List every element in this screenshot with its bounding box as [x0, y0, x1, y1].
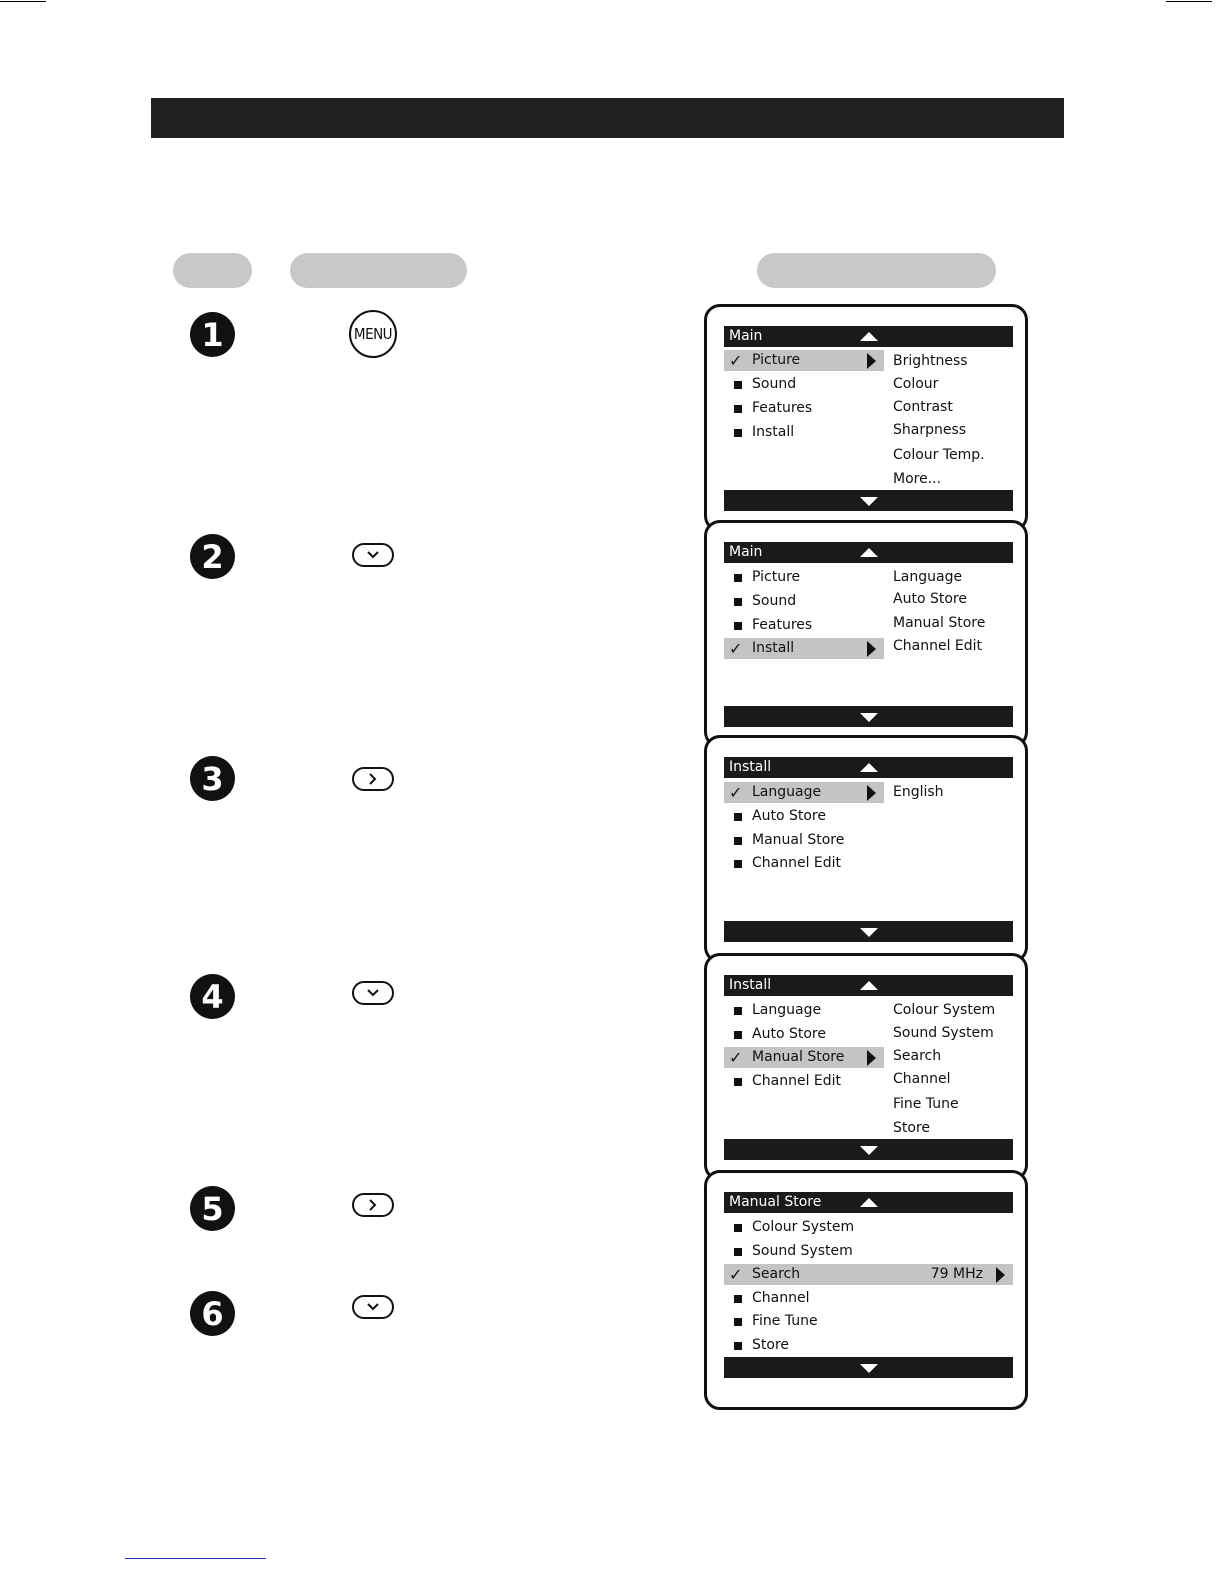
- menu-item-channel[interactable]: [724, 1288, 1013, 1309]
- scroll-down-icon: [860, 928, 878, 937]
- menu-item-label: Sound: [752, 593, 797, 609]
- bullet-icon: [734, 1295, 742, 1303]
- submenu-arrow-icon: [867, 785, 876, 801]
- down-button[interactable]: [352, 543, 394, 567]
- right-button[interactable]: [352, 767, 394, 791]
- scroll-down-icon: [860, 497, 878, 506]
- menu-item-label: Language: [752, 784, 822, 800]
- submenu-item: Channel Edit: [893, 638, 983, 654]
- menu-item-label: Manual Store: [752, 1049, 845, 1065]
- submenu-item: Language: [893, 569, 963, 585]
- check-icon: ✓: [729, 783, 743, 802]
- menu-item-label: Auto Store: [752, 808, 826, 824]
- bullet-icon: [734, 837, 742, 845]
- menu-title-bar: [724, 975, 1013, 996]
- submenu-item: Channel: [893, 1071, 951, 1087]
- menu-item-label: Store: [752, 1337, 790, 1353]
- menu-item-label: Search: [752, 1266, 801, 1282]
- submenu-item: Sharpness: [893, 422, 967, 438]
- menu-item-label: Channel Edit: [752, 855, 842, 871]
- submenu-item: Store: [893, 1120, 931, 1136]
- menu-item-fine-tune[interactable]: [724, 1311, 1013, 1332]
- menu-title: Install: [729, 759, 772, 775]
- step-number-5: 5: [190, 1186, 235, 1231]
- submenu-item: Colour Temp.: [893, 447, 985, 463]
- menu-item-channel-edit[interactable]: [724, 1071, 884, 1092]
- down-button[interactable]: [352, 981, 394, 1005]
- step-number-2: 2: [190, 534, 235, 579]
- bullet-icon: [734, 429, 742, 437]
- tv-menu-screen-2: [704, 520, 1028, 748]
- scroll-up-icon: [860, 548, 878, 557]
- submenu-item: Manual Store: [893, 615, 986, 631]
- menu-item-features[interactable]: [724, 615, 884, 636]
- menu-title: Main: [729, 544, 763, 560]
- scroll-down-icon: [860, 713, 878, 722]
- submenu-item: Auto Store: [893, 591, 967, 607]
- check-icon: ✓: [729, 351, 743, 370]
- submenu-item: Brightness: [893, 353, 968, 369]
- menu-title: Main: [729, 328, 763, 344]
- bullet-icon: [734, 1342, 742, 1350]
- submenu-arrow-icon: [996, 1267, 1005, 1283]
- check-icon: ✓: [729, 639, 743, 658]
- bullet-icon: [734, 1031, 742, 1039]
- submenu-item: Fine Tune: [893, 1096, 959, 1112]
- menu-item-label: Sound: [752, 376, 797, 392]
- menu-item-label: Manual Store: [752, 832, 845, 848]
- bullet-icon: [734, 1007, 742, 1015]
- submenu-item: Colour System: [893, 1002, 996, 1018]
- scroll-up-icon: [860, 332, 878, 341]
- screen-column-header: [757, 253, 996, 288]
- bullet-icon: [734, 1078, 742, 1086]
- menu-item-install[interactable]: [724, 638, 884, 659]
- menu-bottom-bar: [724, 706, 1013, 727]
- down-button[interactable]: [352, 1295, 394, 1319]
- press-column-header: [290, 253, 467, 288]
- menu-bottom-bar: [724, 921, 1013, 942]
- menu-item-label: Features: [752, 400, 813, 416]
- crop-mark-right: [1166, 1, 1212, 2]
- footer-rule: [125, 1558, 266, 1559]
- step-column-header: [173, 253, 252, 288]
- bullet-icon: [734, 622, 742, 630]
- menu-item-auto-store[interactable]: [724, 806, 884, 827]
- chevron-down-icon: [366, 988, 380, 998]
- menu-item-label: Install: [752, 424, 795, 440]
- menu-item-label: Language: [752, 1002, 822, 1018]
- bullet-icon: [734, 1224, 742, 1232]
- menu-item-label: Sound System: [752, 1243, 853, 1259]
- step-number-1: 1: [190, 312, 235, 357]
- bullet-icon: [734, 1248, 742, 1256]
- chevron-right-icon: [368, 1198, 378, 1212]
- scroll-up-icon: [860, 763, 878, 772]
- menu-bottom-bar: [724, 490, 1013, 511]
- menu-item-label: Channel: [752, 1290, 810, 1306]
- submenu-item: English: [893, 784, 944, 800]
- menu-item-auto-store[interactable]: [724, 1024, 884, 1045]
- step-number-6: 6: [190, 1291, 235, 1336]
- bullet-icon: [734, 381, 742, 389]
- menu-item-label: Auto Store: [752, 1026, 826, 1042]
- bullet-icon: [734, 598, 742, 606]
- step-number-4: 4: [190, 974, 235, 1019]
- menu-item-picture[interactable]: [724, 567, 884, 588]
- submenu-item: Contrast: [893, 399, 953, 415]
- menu-item-label: Install: [752, 640, 795, 656]
- menu-item-label: Fine Tune: [752, 1313, 818, 1329]
- check-icon: ✓: [729, 1048, 743, 1067]
- tv-menu-screen-5: [704, 1170, 1028, 1410]
- menu-item-sound-system[interactable]: [724, 1241, 1013, 1262]
- right-button[interactable]: [352, 1193, 394, 1217]
- menu-item-label: Features: [752, 617, 813, 633]
- menu-item-channel-edit[interactable]: [724, 853, 884, 874]
- menu-item-search[interactable]: [724, 1264, 1013, 1285]
- menu-item-language[interactable]: [724, 1000, 884, 1021]
- menu-item-label: Channel Edit: [752, 1073, 842, 1089]
- check-icon: ✓: [729, 1265, 743, 1284]
- menu-item-manual-store[interactable]: [724, 1047, 884, 1068]
- submenu-arrow-icon: [867, 353, 876, 369]
- section-header-bar: [151, 98, 1064, 138]
- scroll-up-icon: [860, 1198, 878, 1207]
- scroll-up-icon: [860, 981, 878, 990]
- menu-title: Install: [729, 977, 772, 993]
- scroll-down-icon: [860, 1364, 878, 1373]
- menu-item-language[interactable]: [724, 782, 884, 803]
- chevron-down-icon: [366, 1302, 380, 1312]
- search-frequency-value: 79 MHz: [930, 1266, 983, 1282]
- chevron-right-icon: [368, 772, 378, 786]
- bullet-icon: [734, 405, 742, 413]
- bullet-icon: [734, 1318, 742, 1326]
- tv-menu-screen-3: [704, 735, 1028, 963]
- tv-menu-screen-1: [704, 304, 1028, 532]
- menu-item-store[interactable]: [724, 1335, 1013, 1356]
- step-number-3: 3: [190, 756, 235, 801]
- menu-item-install[interactable]: [724, 422, 884, 443]
- menu-item-label: Picture: [752, 352, 801, 368]
- submenu-item: Sound System: [893, 1025, 994, 1041]
- scroll-down-icon: [860, 1146, 878, 1155]
- chevron-down-icon: [366, 550, 380, 560]
- menu-bottom-bar: [724, 1139, 1013, 1160]
- menu-title: Manual Store: [729, 1194, 822, 1210]
- bullet-icon: [734, 813, 742, 821]
- menu-button[interactable]: MENU: [349, 310, 397, 358]
- menu-item-features[interactable]: [724, 398, 884, 419]
- menu-item-colour-system[interactable]: [724, 1217, 1013, 1238]
- submenu-item: More...: [893, 471, 942, 487]
- menu-bottom-bar: [724, 1357, 1013, 1378]
- menu-title-bar: [724, 326, 1013, 347]
- submenu-item: Search: [893, 1048, 942, 1064]
- menu-item-label: Colour System: [752, 1219, 855, 1235]
- tv-menu-screen-4: [704, 953, 1028, 1181]
- menu-item-sound[interactable]: [724, 591, 884, 612]
- menu-title-bar: [724, 1192, 1013, 1213]
- menu-title-bar: [724, 542, 1013, 563]
- crop-mark-left: [0, 1, 46, 2]
- submenu-arrow-icon: [867, 641, 876, 657]
- menu-item-picture[interactable]: [724, 350, 884, 371]
- menu-item-sound[interactable]: [724, 374, 884, 395]
- menu-item-label: Picture: [752, 569, 801, 585]
- bullet-icon: [734, 860, 742, 868]
- submenu-arrow-icon: [867, 1050, 876, 1066]
- menu-title-bar: [724, 757, 1013, 778]
- submenu-item: Colour: [893, 376, 939, 392]
- menu-item-manual-store[interactable]: [724, 830, 884, 851]
- bullet-icon: [734, 574, 742, 582]
